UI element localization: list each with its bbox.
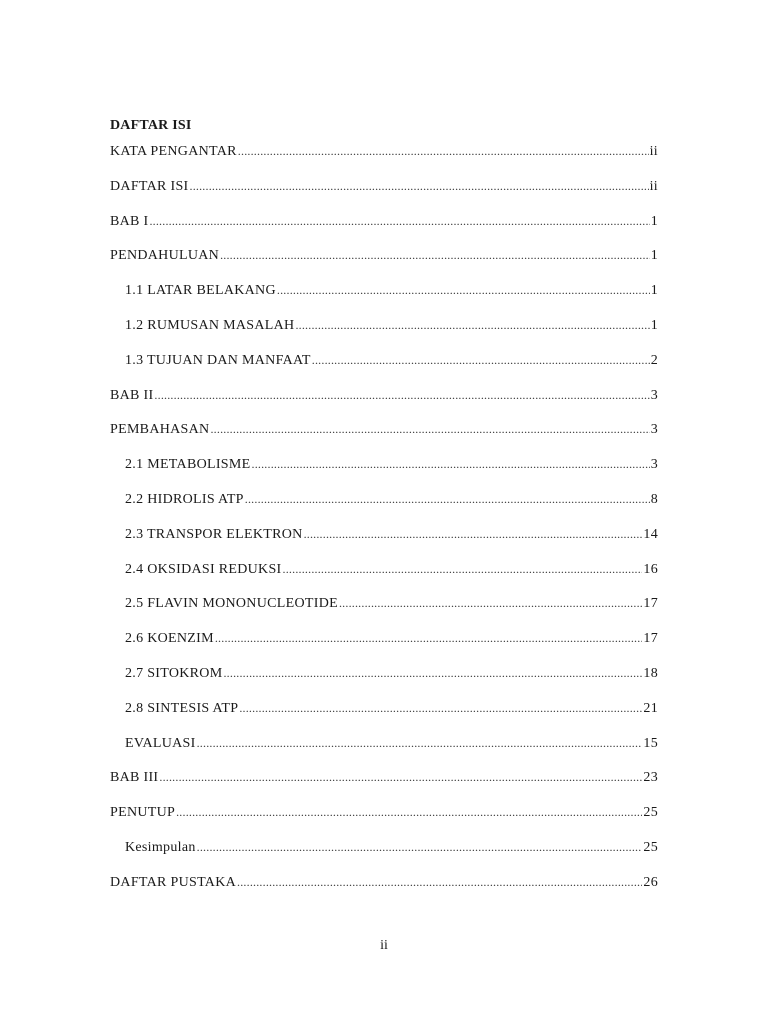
dot-leader: [197, 736, 643, 751]
toc-entry-page-number: 15: [643, 735, 658, 751]
dot-leader: [312, 353, 650, 368]
toc-entry: [110, 492, 658, 527]
toc-entry: [110, 457, 658, 492]
toc-entry: [110, 283, 658, 318]
toc-entry-title: 2.8 SINTESIS ATP: [125, 700, 239, 716]
toc-entry-title: 2.3 TRANSPOR ELEKTRON: [125, 526, 303, 542]
dot-leader: [210, 422, 649, 437]
toc-entry-page-number: ii: [649, 144, 658, 159]
toc-entry-title: KATA PENGANTAR: [110, 144, 237, 159]
toc-entry: [110, 631, 658, 666]
dot-leader: [239, 701, 642, 716]
toc-entry: [110, 840, 658, 875]
toc-entry-page-number: 1: [650, 248, 658, 264]
toc-entry-title: 2.7 SITOKROM: [125, 665, 223, 681]
toc-entry-title: BAB I: [110, 213, 149, 229]
toc-entry-title: 1.2 RUMUSAN MASALAH: [125, 317, 295, 333]
toc-entry-title: EVALUASI: [125, 735, 196, 751]
page-number-footer: ii: [380, 938, 388, 953]
toc-entry-title: BAB III: [110, 770, 159, 786]
toc-entry-page-number: 14: [643, 526, 658, 542]
dot-leader: [190, 179, 649, 194]
dot-leader: [159, 770, 642, 785]
toc-entry: [110, 596, 658, 631]
dot-leader: [252, 457, 650, 472]
toc-entry: [110, 388, 658, 423]
toc-entry: [110, 562, 658, 597]
dot-leader: [237, 875, 642, 890]
toc-entry: [110, 527, 658, 562]
toc-entry: [110, 736, 658, 771]
dot-leader: [339, 596, 642, 611]
toc-entry-title: Kesimpulan: [125, 839, 196, 855]
toc-entry-page-number: 25: [643, 839, 658, 855]
toc-entry-page-number: 26: [643, 874, 658, 890]
dot-leader: [283, 562, 643, 577]
toc-entry: [110, 214, 658, 249]
toc-entry-title: DAFTAR ISI: [110, 178, 189, 194]
dot-leader: [277, 283, 650, 298]
toc-entry-title: 1.3 TUJUAN DAN MANFAAT: [125, 352, 311, 368]
dot-leader: [176, 805, 642, 820]
toc-entry-title: 2.1 METABOLISME: [125, 457, 251, 473]
toc-entry-page-number: 23: [643, 770, 658, 786]
toc-entry: [110, 144, 658, 179]
toc-entry-page-number: 17: [643, 596, 658, 612]
toc-entry-page-number: 3: [650, 457, 658, 473]
toc-entry-page-number: 3: [650, 422, 658, 438]
toc-entry-title: BAB II: [110, 387, 154, 403]
dot-leader: [154, 388, 649, 403]
toc-entry-title: PENDAHULUAN: [110, 248, 220, 264]
toc-entry-page-number: 8: [650, 491, 658, 507]
toc-entry: [110, 179, 658, 214]
dot-leader: [215, 631, 643, 646]
dot-leader: [223, 666, 642, 681]
toc-entry-page-number: 3: [650, 387, 658, 403]
toc-entry-page-number: 2: [650, 352, 658, 368]
toc-entry-title: DAFTAR PUSTAKA: [110, 874, 237, 890]
toc-entry: [110, 318, 658, 353]
toc-entry-page-number: 25: [643, 805, 658, 821]
toc-entry-page-number: 17: [643, 631, 658, 647]
toc-entry: [110, 666, 658, 701]
dot-leader: [304, 527, 643, 542]
dot-leader: [220, 248, 650, 263]
toc-heading: DAFTAR ISI: [110, 118, 192, 133]
toc-entry-page-number: ii: [649, 178, 658, 194]
toc-entry: [110, 770, 658, 805]
dot-leader: [245, 492, 650, 507]
toc-entry-title: 2.6 KOENZIM: [125, 631, 214, 647]
toc-entry-page-number: 1: [650, 317, 658, 333]
toc-entry: [110, 248, 658, 283]
table-of-contents: [110, 144, 658, 910]
dot-leader: [238, 144, 649, 159]
toc-entry: [110, 353, 658, 388]
dot-leader: [295, 318, 649, 333]
toc-entry-title: 2.4 OKSIDASI REDUKSI: [125, 561, 282, 577]
toc-entry-page-number: 18: [643, 665, 658, 681]
dot-leader: [149, 214, 649, 229]
toc-entry-title: PEMBAHASAN: [110, 422, 210, 438]
toc-entry-page-number: 1: [650, 213, 658, 229]
toc-entry-page-number: 16: [643, 561, 658, 577]
toc-entry: [110, 422, 658, 457]
dot-leader: [197, 840, 643, 855]
toc-entry-title: 2.2 HIDROLIS ATP: [125, 491, 244, 507]
toc-entry-title: 1.1 LATAR BELAKANG: [125, 283, 276, 299]
toc-entry: [110, 701, 658, 736]
toc-entry-page-number: 21: [643, 700, 658, 716]
toc-entry: [110, 875, 658, 910]
toc-entry-title: PENUTUP: [110, 805, 176, 821]
toc-entry-page-number: 1: [650, 283, 658, 299]
toc-entry: [110, 805, 658, 840]
toc-entry-title: 2.5 FLAVIN MONONUCLEOTIDE: [125, 596, 338, 612]
